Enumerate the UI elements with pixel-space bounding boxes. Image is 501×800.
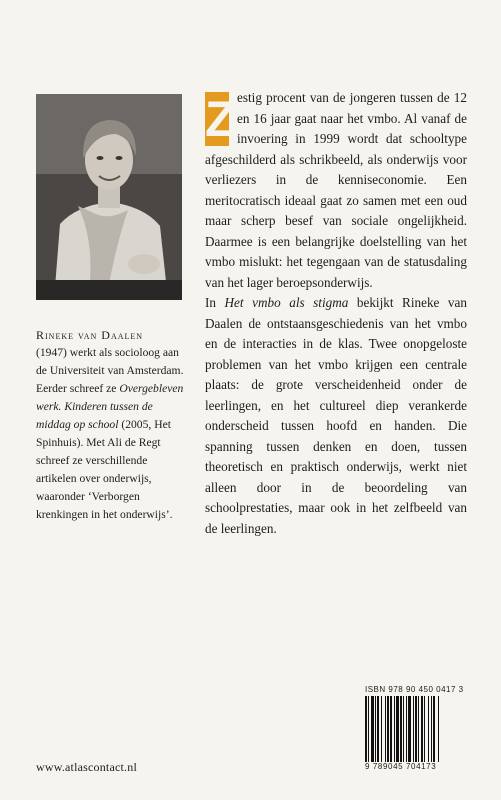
isbn-barcode [365,685,464,771]
barcode-bar [390,696,392,762]
barcode-bar [413,696,414,762]
barcode-bar [400,696,402,762]
barcode-bar [424,696,425,762]
barcode-bar [403,696,404,762]
barcode-bar [375,696,376,762]
author-portrait-image [36,94,182,300]
author-name: Rineke van Daalen [36,328,144,342]
barcode-bar [421,696,423,762]
barcode-icon [365,696,461,762]
barcode-bar [418,696,419,762]
barcode-bar [433,696,435,762]
blurb-paragraph-1: estig procent van de jongeren tussen de 12 en 16 jaar gaat naar het vmbo. Al vanaf de invoering in 1999 wordt dat schooltype afgeschilderd als schrikbeeld, als onderwijs voor verliezers in de kenniseconomie. Een meritocratisch ideaal gaat zo samen met een oud maar scherp besef van sociale ongelijkheid. Daarmee is een belangrijke doelstelling van het vmbo mislukt: het tegengaan van de statusdaling van het lager beroepsonderwijs. [205,90,467,290]
drop-cap-letter: Z [205,91,236,147]
isbn-number: ISBN 978 90 450 0417 3 [365,685,464,694]
ean-number: 9 789045 704173 [365,762,437,771]
book-blurb [205,88,467,539]
barcode-bar [394,696,395,762]
barcode-bar [377,696,379,762]
publisher-website: www.atlascontact.nl [36,760,137,774]
barcode-bar [385,696,386,762]
barcode-bar [408,696,411,762]
previous-book-title: Overgebleven werk. Kinderen tussen de middag op school [36,382,184,431]
barcode-bar [428,696,429,762]
barcode-bar [415,696,417,762]
barcode-bar [365,696,367,762]
blurb-paragraph-2: In Het vmbo als stigma bekijkt Rineke van Daalen de ontstaansgeschiedenis van het vmbo en de interacties in de klas. Twee onopgeloste problemen van het vmbo krijgen een centrale plaats: de grote verscheidenheid onder de leerlingen, en het cultureel diep verankerde onderscheid tussen hoofd en handen. Die spanning tussen denken en doen, tussen theoretisch en praktisch onderwijs, werkt niet alleen door in de beoordeling van schoolprestaties, maar ook in het zelfbeeld van de leerlingen. [205,295,467,536]
barcode-bar [396,696,399,762]
barcode-bar [381,696,382,762]
barcode-bar [368,696,369,762]
barcode-bar [406,696,407,762]
author-bio-text: (1947) werkt als socioloog aan de Universiteit van Amsterdam. Eerder schreef ze Overgebleven werk. Kinderen tussen de middag op school (2005, Het Spinhuis). Met Ali de Regt schreef ze verschillende artikelen over onderwijs, waaronder ‘Verborgen krenkingen in het onderwijs’. [36,346,184,521]
barcode-bar [371,696,374,762]
barcode-bar [387,696,389,762]
author-bio [36,326,186,524]
author-photo [36,94,182,300]
barcode-bar [431,696,432,762]
book-title: Het vmbo als stigma [224,295,349,310]
barcode-bar [438,696,439,762]
